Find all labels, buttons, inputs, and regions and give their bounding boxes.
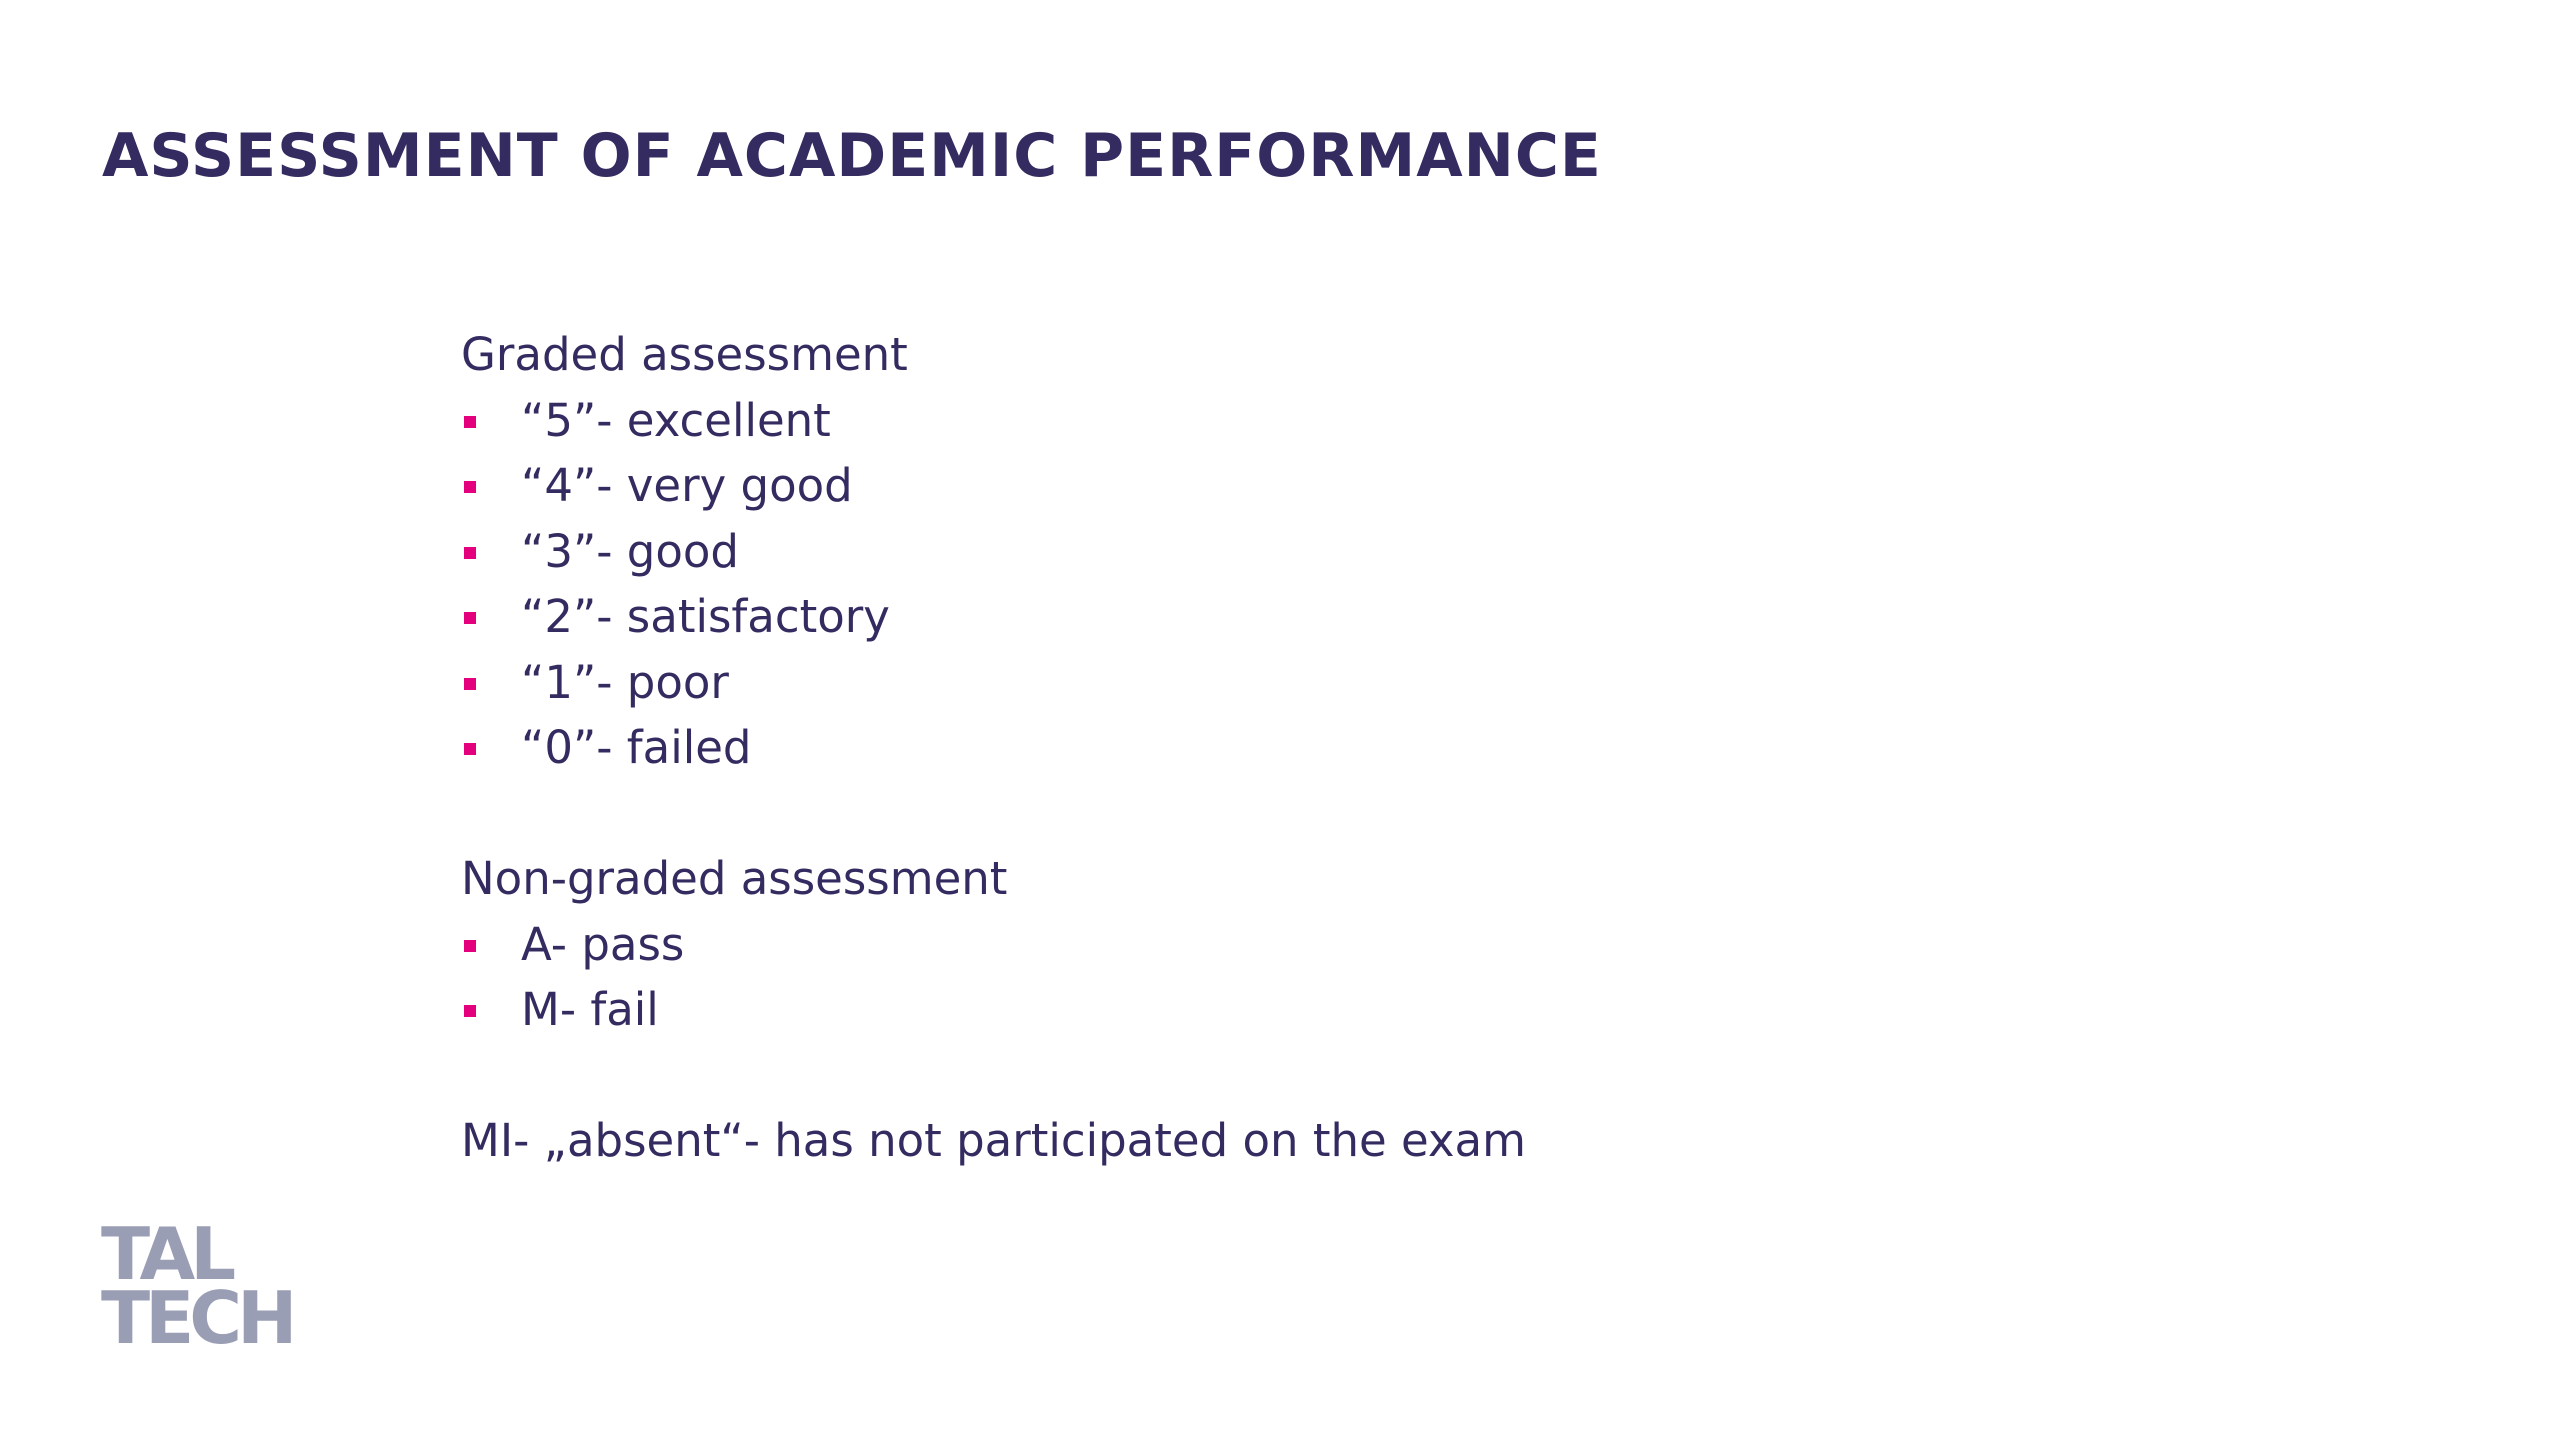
square-bullet-icon bbox=[464, 1005, 476, 1017]
square-bullet-icon bbox=[464, 416, 476, 428]
square-bullet-icon bbox=[464, 547, 476, 559]
grade-item-label: “3”- good bbox=[521, 524, 739, 578]
fail-item bbox=[461, 977, 2361, 1043]
grade-item-5 bbox=[461, 388, 2361, 454]
pass-item bbox=[461, 912, 2361, 978]
non-graded-assessment-list bbox=[461, 912, 2361, 1043]
logo-line-tech: TECH bbox=[101, 1276, 293, 1360]
slide-content bbox=[461, 322, 2361, 1174]
grade-item-2 bbox=[461, 584, 2361, 650]
logo-line-tal: TAL bbox=[101, 1212, 232, 1296]
grade-item-3 bbox=[461, 519, 2361, 585]
spacer bbox=[461, 1043, 2361, 1109]
grade-item-1 bbox=[461, 650, 2361, 716]
grade-item-label: “0”- failed bbox=[521, 721, 752, 774]
grade-item-4 bbox=[461, 453, 2361, 519]
non-graded-assessment-heading: Non-graded assessment bbox=[461, 852, 1008, 905]
graded-assessment-heading: Graded assessment bbox=[461, 328, 908, 381]
square-bullet-icon bbox=[464, 481, 476, 493]
taltech-logo bbox=[101, 1212, 331, 1360]
grade-item-label: “5”- excellent bbox=[521, 393, 831, 447]
pass-item-label: A- pass bbox=[521, 917, 685, 971]
square-bullet-icon bbox=[464, 940, 476, 952]
graded-assessment-list bbox=[461, 388, 2361, 781]
grade-item-label: “2”- satisfactory bbox=[521, 590, 890, 643]
square-bullet-icon bbox=[464, 678, 476, 690]
slide-title: ASSESSMENT OF ACADEMIC PERFORMANCE bbox=[102, 121, 1602, 191]
fail-item-label: M- fail bbox=[521, 983, 659, 1036]
grade-item-label: “1”- poor bbox=[521, 655, 729, 709]
grade-item-0 bbox=[461, 715, 2361, 781]
square-bullet-icon bbox=[464, 743, 476, 755]
square-bullet-icon bbox=[464, 612, 476, 624]
spacer bbox=[461, 781, 2361, 847]
absent-note: MI- „absent“- has not participated on the exam bbox=[461, 1114, 1526, 1167]
grade-item-label: “4”- very good bbox=[521, 459, 853, 512]
